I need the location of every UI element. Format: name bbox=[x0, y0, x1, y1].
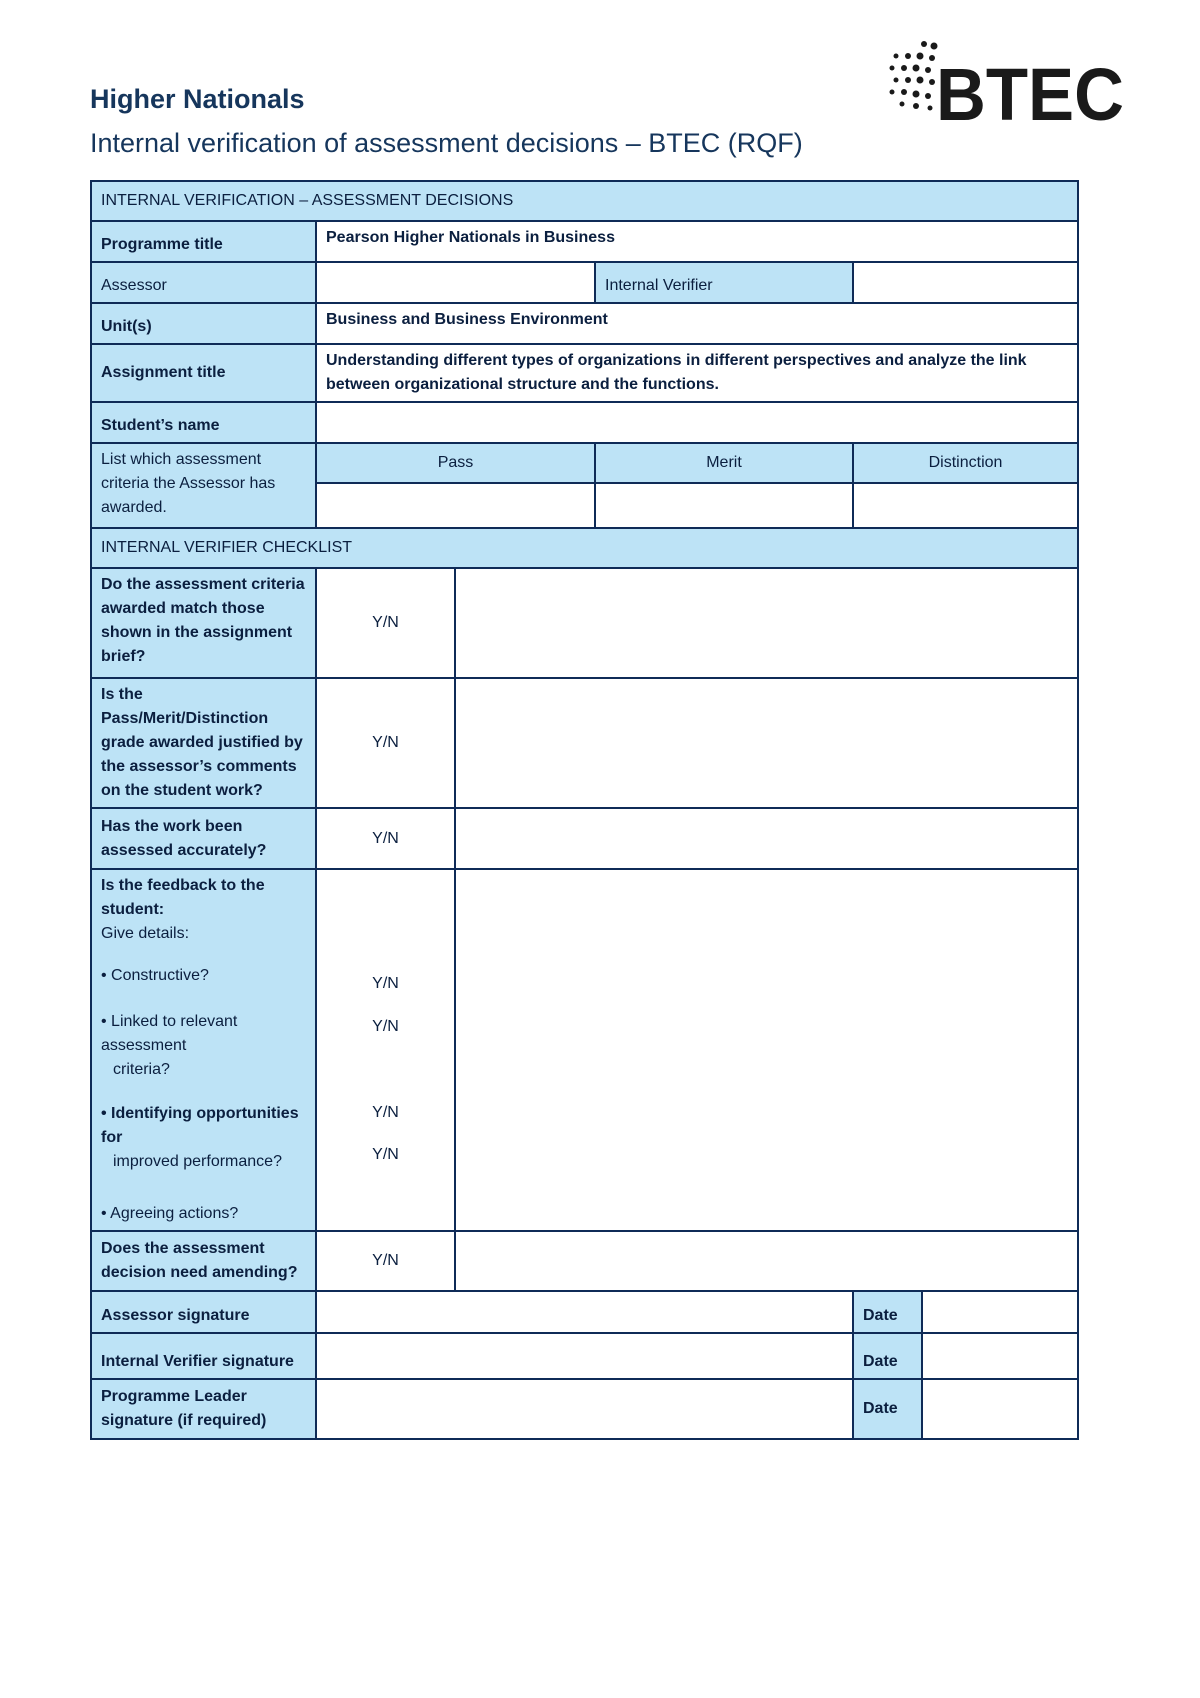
units-label: Unit(s) bbox=[91, 303, 316, 344]
assessor-signature-label: Assessor signature bbox=[91, 1291, 316, 1333]
programme-leader-signature-label: Programme Leader signature (if required) bbox=[91, 1379, 316, 1439]
pass-criteria-field[interactable] bbox=[316, 483, 595, 528]
distinction-header: Distinction bbox=[853, 443, 1078, 483]
feedback-linked-cont: criteria? bbox=[113, 1061, 170, 1078]
comment-assessed-accurately[interactable] bbox=[455, 808, 1078, 869]
feedback-opportunities: • Identifying opportunities for bbox=[101, 1105, 299, 1146]
yn-feedback-column bbox=[316, 869, 455, 1231]
svg-text:BTEC: BTEC bbox=[936, 53, 1124, 124]
units-field[interactable]: Business and Business Environment bbox=[316, 303, 1078, 344]
page-title: Higher Nationals bbox=[90, 84, 305, 114]
distinction-criteria-field[interactable] bbox=[853, 483, 1078, 528]
internal-verifier-label: Internal Verifier bbox=[595, 262, 853, 303]
question-assessed-accurately: Has the work been assessed accurately? bbox=[91, 808, 316, 869]
programme-title-label: Programme title bbox=[91, 221, 316, 262]
btec-logo bbox=[888, 40, 1128, 124]
internal-verifier-date-field[interactable] bbox=[922, 1333, 1078, 1379]
internal-verifier-field[interactable] bbox=[853, 262, 1078, 303]
assessor-signature-field[interactable] bbox=[316, 1291, 853, 1333]
feedback-opportunities-cont: improved performance? bbox=[113, 1153, 282, 1170]
question-criteria-match: Do the assessment criteria awarded match those shown in the assignment brief? bbox=[91, 568, 316, 678]
question-decision-amend: Does the assessment decision need amending? bbox=[91, 1231, 316, 1291]
student-name-field[interactable] bbox=[316, 402, 1078, 443]
programme-leader-date-label: Date bbox=[853, 1379, 922, 1439]
merit-criteria-field[interactable] bbox=[595, 483, 853, 528]
yn-criteria-match[interactable]: Y/N bbox=[316, 568, 455, 678]
assessor-date-label: Date bbox=[853, 1291, 922, 1333]
yn-constructive[interactable]: Y/N bbox=[372, 975, 399, 992]
comment-grade-justified[interactable] bbox=[455, 678, 1078, 808]
yn-agreeing[interactable]: Y/N bbox=[372, 1146, 399, 1163]
internal-verifier-signature-field[interactable] bbox=[316, 1333, 853, 1379]
question-grade-justified: Is the Pass/Merit/Distinction grade awarded justified by the assessor’s comments on the student work? bbox=[91, 678, 316, 808]
assignment-title-label: Assignment title bbox=[91, 344, 316, 402]
merit-header: Merit bbox=[595, 443, 853, 483]
feedback-constructive: • Constructive? bbox=[101, 967, 209, 984]
section-heading-assessment-decisions: INTERNAL VERIFICATION – ASSESSMENT DECISIONS bbox=[91, 181, 1078, 221]
page-subtitle: Internal verification of assessment decisions – BTEC (RQF) bbox=[90, 128, 803, 158]
comment-criteria-match[interactable] bbox=[455, 568, 1078, 678]
feedback-agreeing: • Agreeing actions? bbox=[101, 1205, 239, 1222]
internal-verifier-date-label: Date bbox=[853, 1333, 922, 1379]
assessor-date-field[interactable] bbox=[922, 1291, 1078, 1333]
yn-assessed-accurately[interactable]: Y/N bbox=[316, 808, 455, 869]
programme-leader-date-field[interactable] bbox=[922, 1379, 1078, 1439]
assessment-form bbox=[90, 180, 1079, 1440]
section-heading-verifier-checklist: INTERNAL VERIFIER CHECKLIST bbox=[91, 528, 1078, 568]
yn-opportunities[interactable]: Y/N bbox=[372, 1104, 399, 1121]
yn-decision-amend[interactable]: Y/N bbox=[316, 1231, 455, 1291]
programme-title-field[interactable]: Pearson Higher Nationals in Business bbox=[316, 221, 1078, 262]
feedback-title: Is the feedback to the student: bbox=[101, 877, 265, 918]
internal-verifier-signature-label: Internal Verifier signature bbox=[91, 1333, 316, 1379]
assignment-title-field[interactable]: Understanding different types of organizations in different perspectives and analyze the link between organizational structure and the functions. bbox=[316, 344, 1078, 402]
yn-linked[interactable]: Y/N bbox=[372, 1018, 399, 1035]
feedback-give-details: Give details: bbox=[101, 925, 190, 942]
question-feedback bbox=[91, 869, 316, 1231]
yn-grade-justified[interactable]: Y/N bbox=[316, 678, 455, 808]
assessor-field[interactable] bbox=[316, 262, 595, 303]
student-name-label: Student’s name bbox=[91, 402, 316, 443]
assessor-label: Assessor bbox=[91, 262, 316, 303]
comment-feedback[interactable] bbox=[455, 869, 1078, 1231]
programme-leader-signature-field[interactable] bbox=[316, 1379, 853, 1439]
feedback-linked: • Linked to relevant assessment bbox=[101, 1013, 238, 1054]
comment-decision-amend[interactable] bbox=[455, 1231, 1078, 1291]
pass-header: Pass bbox=[316, 443, 595, 483]
criteria-awarded-label: List which assessment criteria the Assessor has awarded. bbox=[91, 443, 316, 528]
